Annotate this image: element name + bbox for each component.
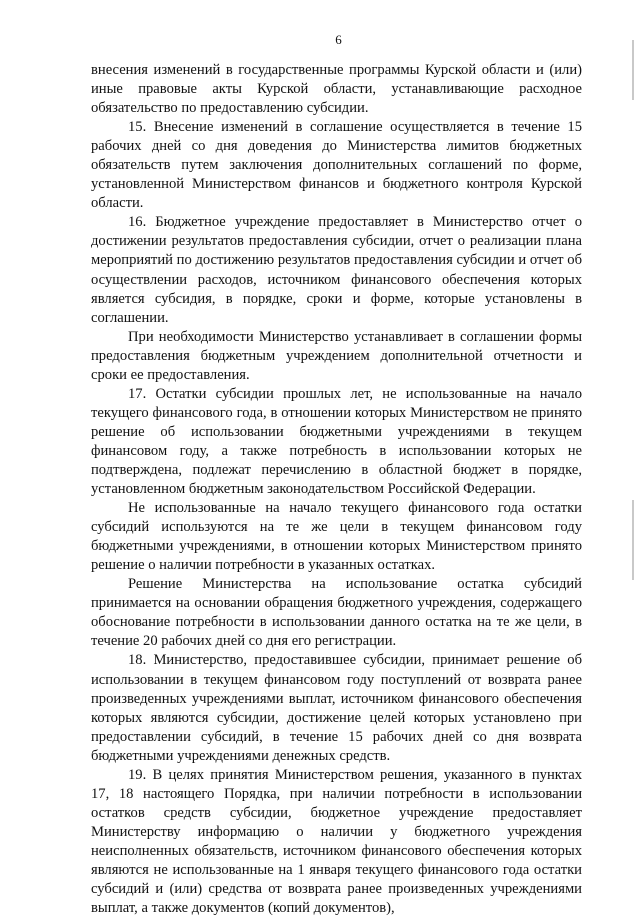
- scan-edge-mark-bottom: [632, 500, 634, 580]
- body-paragraph: Решение Министерства на использование остатка субсидий принимается на основании обращения бюджетного учреждения, содержащего обоснование потребности в использовании данного остатка на те же цели, в течение 20 рабочих дней со дня его регистрации.: [91, 576, 582, 650]
- document-body: [91, 61, 582, 918]
- body-paragraph: внесения изменений в государственные программы Курской области и (или) иные правовые акты Курской области, устанавливающие расходное обязательство по предоставлению субсидии.: [91, 62, 582, 117]
- body-paragraph: При необходимости Министерство устанавливает в соглашении формы предоставления бюджетным учреждением дополнительной отчетности и сроки ее предоставления.: [91, 328, 582, 383]
- body-paragraph: 19. В целях принятия Министерством решения, указанного в пунктах 17, 18 настоящего Порядка, при наличии потребности в использовании остатков средств субсидии, бюджетное учреждение предоставляет Министерству информацию о наличии у бюджетного учреждения неисполненных обязательств, источником финансового обеспечения которых являются не использованные на 1 января текущего финансового года остатки субсидий и (или) средства от возврата ранее произведенных учреждениями выплат, а также документов (копий документов),: [91, 766, 582, 917]
- body-paragraph: 18. Министерство, предоставившее субсидии, принимает решение об использовании в текущем финансовом году поступлений от возврата ранее произведенных учреждениями выплат, источником финансового обеспечения которых являются субсидии, достижение целей которых установлено при предоставлении субсидий, в течение 15 рабочих дней со дня возврата бюджетными учреждениями денежных средств.: [91, 652, 582, 764]
- document-page: [91, 31, 582, 918]
- body-paragraph: 15. Внесение изменений в соглашение осуществляется в течение 15 рабочих дней со дня доведения до Министерства лимитов бюджетных обязательств путем заключения дополнительных соглашений по форме, установленной Министерством финансов и бюджетного контроля Курской области.: [91, 119, 582, 212]
- body-paragraph: 16. Бюджетное учреждение предоставляет в Министерство отчет о достижении результатов предоставления субсидии, отчет о реализации плана мероприятий по достижению результатов предоставления субсидии и отчет об осуществлении расходов, источником финансового обеспечения которых является субсидия, в порядке, сроки и форме, которые установлены в соглашении.: [91, 214, 582, 326]
- body-paragraph: Не использованные на начало текущего финансового года остатки субсидий используются на те же цели в текущем финансовом году бюджетными учреждениями, в отношении которых Министерством принято решение о наличии потребности в указанных остатках.: [91, 500, 582, 574]
- body-paragraph: 17. Остатки субсидии прошлых лет, не использованные на начало текущего финансового года, в отношении которых Министерством не принято решение об использовании бюджетными учреждениями в текущем финансовом году, а также потребность в использовании которых не подтверждена, подлежат перечислению в областной бюджет в порядке, установленном бюджетным законодательством Российской Федерации.: [91, 385, 582, 498]
- scan-edge-mark-top: [632, 40, 634, 100]
- page-number: 6: [335, 32, 342, 47]
